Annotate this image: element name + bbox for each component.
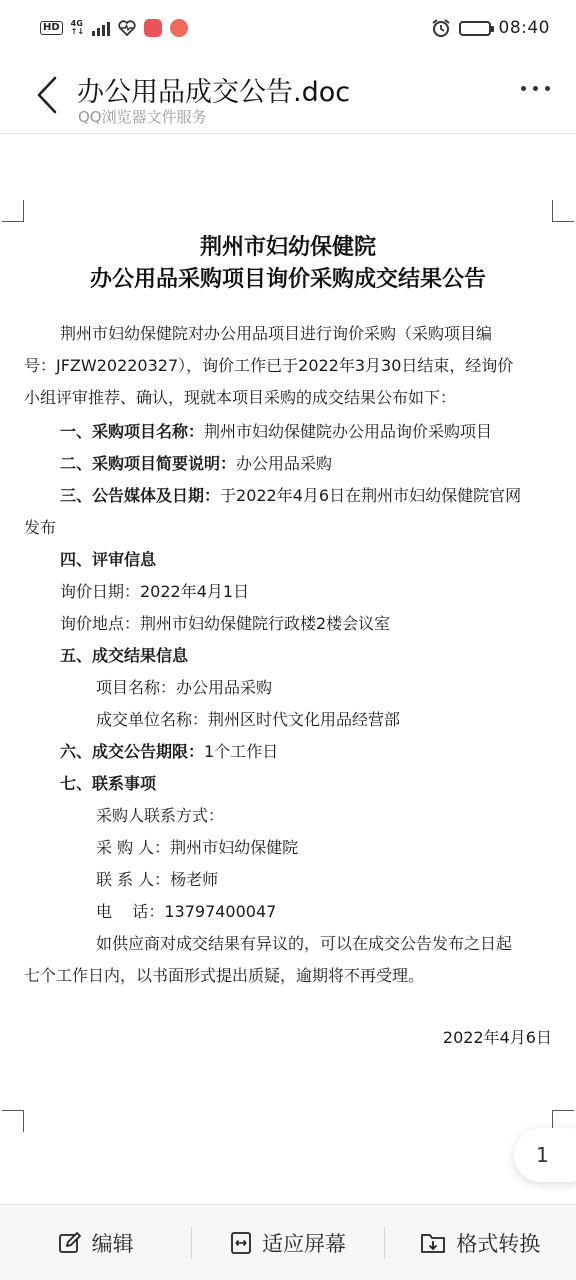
edit-button[interactable] <box>0 1228 191 1258</box>
review-date: 询价日期：2022年4月1日 <box>60 582 250 601</box>
app-notification-icon <box>170 19 188 37</box>
fit-screen-button[interactable] <box>192 1228 383 1258</box>
announcement-date: 2022年4月6日 <box>442 1028 552 1047</box>
network-activity-label: ↑↓ <box>70 27 85 36</box>
format-convert-label: 格式转换 <box>456 1231 541 1256</box>
battery-icon <box>459 21 491 36</box>
result-winner-name: 成交单位名称：荆州区时代文化用品经营部 <box>96 710 401 729</box>
document-heading-title: 办公用品采购项目询价采购成交结果公告 <box>89 267 486 292</box>
section-label: 七、联系事项 <box>60 774 157 793</box>
title-bar <box>0 56 576 134</box>
alarm-clock-icon <box>431 18 451 38</box>
objection-paragraph-line: 如供应商对成交结果有异议的，可以在成交公告发布之日起 <box>96 934 513 953</box>
contact-title: 采购人联系方式： <box>96 806 225 825</box>
chevron-left-icon <box>35 75 59 115</box>
page-number-indicator[interactable] <box>514 1128 576 1182</box>
section-value: 办公用品采购 <box>236 454 333 473</box>
section-project-name <box>60 421 492 443</box>
edit-label: 编辑 <box>91 1231 134 1256</box>
network-type-indicator <box>71 20 84 36</box>
section-label: 二、采购项目简要说明： <box>60 454 237 473</box>
section-publication-continued: 发布 <box>24 518 57 537</box>
intro-paragraph-line: 号：JFZW20220327），询价工作已于2022年3月30日结束，经询价 <box>24 356 514 375</box>
section-publication <box>60 485 521 507</box>
edit-icon <box>58 1231 82 1255</box>
intro-paragraph-line: 荆州市妇幼保健院对办公用品项目进行询价采购（采购项目编 <box>60 324 493 343</box>
app-notification-icon <box>144 19 162 37</box>
section-label: 一、采购项目名称： <box>60 422 205 441</box>
more-options-button[interactable] <box>521 86 550 91</box>
section-value: 1个工作日 <box>204 742 279 761</box>
network-type-label: 4G <box>70 19 83 28</box>
page-number: 1 <box>536 1143 549 1167</box>
more-horizontal-icon <box>521 86 526 91</box>
fit-screen-icon <box>230 1231 252 1255</box>
status-right-group <box>431 18 551 38</box>
hd-badge: HD <box>40 21 63 35</box>
contact-person: 联 系 人：杨老师 <box>96 870 219 889</box>
section-label: 六、成交公告期限： <box>60 742 205 761</box>
section-contact <box>60 773 156 795</box>
status-left-group <box>40 19 188 37</box>
back-button[interactable] <box>26 70 68 120</box>
result-project-name: 项目名称：办公用品采购 <box>96 678 273 697</box>
document-source: QQ浏览器文件服务 <box>78 108 207 126</box>
signal-strength-icon <box>92 20 110 36</box>
document-heading-hospital: 荆州市妇幼保健院 <box>199 235 376 260</box>
section-review-info <box>60 549 156 571</box>
bottom-toolbar <box>0 1204 576 1280</box>
section-value: 于2022年4月6日在荆州市妇幼保健院官网 <box>220 486 522 505</box>
section-announcement-period <box>60 741 278 763</box>
status-bar <box>0 0 576 56</box>
format-convert-button[interactable] <box>385 1228 576 1258</box>
fit-screen-label: 适应屏幕 <box>261 1231 346 1256</box>
intro-paragraph-line: 小组评审推荐、确认，现就本项目采购的成交结果公布如下： <box>24 388 457 407</box>
section-project-description <box>60 453 332 475</box>
document-title: 办公用品成交公告.doc <box>77 77 351 108</box>
section-value: 荆州市妇幼保健院办公用品询价采购项目 <box>204 422 493 441</box>
health-heart-icon <box>118 20 136 36</box>
review-place: 询价地点：荆州市妇幼保健院行政楼2楼会议室 <box>60 614 391 633</box>
objection-paragraph-line: 七个工作日内，以书面形式提出质疑，逾期将不再受理。 <box>24 966 425 985</box>
contact-phone: 电 话：13797400047 <box>96 902 277 921</box>
section-result-info <box>60 645 188 667</box>
document-page[interactable] <box>0 134 576 1204</box>
section-label: 四、评审信息 <box>60 550 157 569</box>
contact-purchaser: 采 购 人：荆州市妇幼保健院 <box>96 838 299 857</box>
section-label: 五、成交结果信息 <box>60 646 189 665</box>
clock-time: 08:40 <box>498 18 550 38</box>
format-convert-icon <box>420 1231 446 1255</box>
section-label: 三、公告媒体及日期： <box>60 486 221 505</box>
